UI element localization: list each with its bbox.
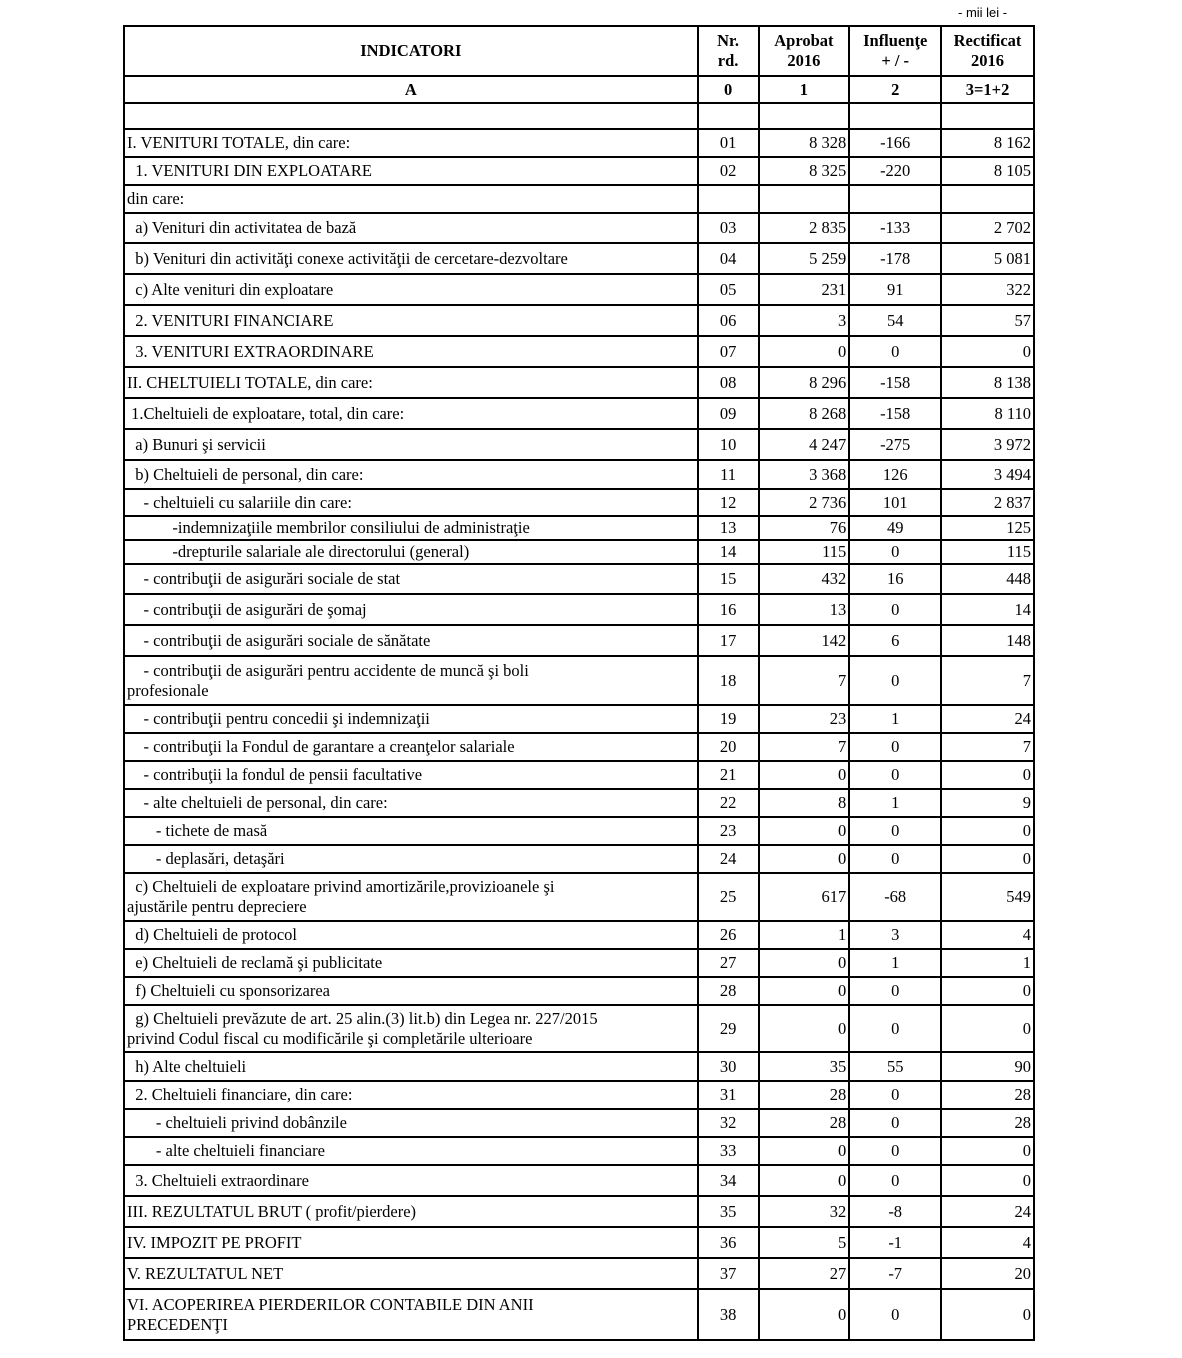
approved-value-cell: 0 <box>759 1165 850 1196</box>
table-row <box>124 274 1034 305</box>
rectified-value-cell: 125 <box>941 516 1034 540</box>
indicator-cell: III. REZULTATUL BRUT ( profit/pierdere) <box>124 1196 698 1227</box>
row-number-cell: 11 <box>698 460 759 489</box>
rectified-value-cell: 1 <box>941 949 1034 977</box>
approved-value-cell: 27 <box>759 1258 850 1289</box>
rectified-value-cell: 90 <box>941 1052 1034 1081</box>
row-number-cell: 37 <box>698 1258 759 1289</box>
row-number-cell: 32 <box>698 1109 759 1137</box>
row-number-cell: 36 <box>698 1227 759 1258</box>
row-number-cell: 06 <box>698 305 759 336</box>
influence-value-cell: 0 <box>849 1005 941 1052</box>
approved-value-cell: 5 <box>759 1227 850 1258</box>
approved-value-cell: 0 <box>759 1137 850 1165</box>
rectified-value-cell: 24 <box>941 1196 1034 1227</box>
index-cell: 0 <box>698 76 759 103</box>
approved-value-cell: 617 <box>759 873 850 921</box>
row-number-cell: 14 <box>698 540 759 564</box>
influence-value-cell: 3 <box>849 921 941 949</box>
indicator-cell: h) Alte cheltuieli <box>124 1052 698 1081</box>
influence-value-cell: 0 <box>849 977 941 1005</box>
rectified-value-cell: 8 162 <box>941 129 1034 157</box>
indicator-cell: VI. ACOPERIREA PIERDERILOR CONTABILE DIN ANII PRECEDENŢI <box>124 1289 698 1340</box>
table-row <box>124 1137 1034 1165</box>
table-row <box>124 489 1034 516</box>
influence-value-cell: 0 <box>849 1081 941 1109</box>
approved-value-cell: 432 <box>759 564 850 594</box>
row-number-cell: 16 <box>698 594 759 625</box>
row-number-cell: 13 <box>698 516 759 540</box>
row-number-cell: 21 <box>698 761 759 789</box>
row-number-cell: 10 <box>698 429 759 460</box>
rectified-value-cell: 24 <box>941 705 1034 733</box>
approved-value-cell: 7 <box>759 656 850 705</box>
row-number-cell: 17 <box>698 625 759 656</box>
indicator-cell: 1. VENITURI DIN EXPLOATARE <box>124 157 698 185</box>
row-number-cell: 33 <box>698 1137 759 1165</box>
row-number-cell: 02 <box>698 157 759 185</box>
influence-value-cell: -178 <box>849 243 941 274</box>
header-indicator: INDICATORI <box>124 26 698 76</box>
influence-value-cell: -275 <box>849 429 941 460</box>
influence-value-cell: 0 <box>849 1165 941 1196</box>
rectified-value-cell: 0 <box>941 1165 1034 1196</box>
table-row <box>124 656 1034 705</box>
rectified-value-cell: 0 <box>941 336 1034 367</box>
table-row <box>124 625 1034 656</box>
table-row <box>124 1165 1034 1196</box>
indicator-cell: b) Venituri din activităţi conexe activităţii de cercetare-dezvoltare <box>124 243 698 274</box>
approved-value-cell: 0 <box>759 336 850 367</box>
rectified-value-cell <box>941 103 1034 129</box>
row-number-cell: 04 <box>698 243 759 274</box>
row-number-cell: 01 <box>698 129 759 157</box>
index-cell: A <box>124 76 698 103</box>
row-number-cell: 25 <box>698 873 759 921</box>
table-row <box>124 429 1034 460</box>
rectified-value-cell: 0 <box>941 1005 1034 1052</box>
budget-table <box>123 25 1035 1341</box>
table-row <box>124 1289 1034 1340</box>
influence-value-cell: 0 <box>849 1109 941 1137</box>
rectified-value-cell: 8 138 <box>941 367 1034 398</box>
indicator-cell: - deplasări, detaşări <box>124 845 698 873</box>
table-row <box>124 398 1034 429</box>
rectified-value-cell: 0 <box>941 761 1034 789</box>
table-row <box>124 1227 1034 1258</box>
influence-value-cell: 1 <box>849 789 941 817</box>
table-row <box>124 1052 1034 1081</box>
rectified-value-cell: 148 <box>941 625 1034 656</box>
row-number-cell: 26 <box>698 921 759 949</box>
approved-value-cell: 28 <box>759 1081 850 1109</box>
rectified-value-cell: 4 <box>941 921 1034 949</box>
row-number-cell: 09 <box>698 398 759 429</box>
approved-value-cell: 13 <box>759 594 850 625</box>
indicator-cell <box>124 103 698 129</box>
indicator-cell: b) Cheltuieli de personal, din care: <box>124 460 698 489</box>
indicator-cell: din care: <box>124 185 698 213</box>
table-row <box>124 129 1034 157</box>
rectified-value-cell: 0 <box>941 1137 1034 1165</box>
influence-value-cell: -220 <box>849 157 941 185</box>
indicator-cell: - cheltuieli privind dobânzile <box>124 1109 698 1137</box>
indicator-cell: 3. VENITURI EXTRAORDINARE <box>124 336 698 367</box>
approved-value-cell: 8 <box>759 789 850 817</box>
row-number-cell: 20 <box>698 733 759 761</box>
row-number-cell <box>698 185 759 213</box>
indicator-cell: e) Cheltuieli de reclamă şi publicitate <box>124 949 698 977</box>
rectified-value-cell: 7 <box>941 733 1034 761</box>
table-row <box>124 243 1034 274</box>
rectified-value-cell: 9 <box>941 789 1034 817</box>
table-row <box>124 540 1034 564</box>
rectified-value-cell: 7 <box>941 656 1034 705</box>
row-number-cell: 31 <box>698 1081 759 1109</box>
rectified-value-cell: 2 702 <box>941 213 1034 243</box>
header-row <box>124 26 1034 76</box>
influence-value-cell <box>849 103 941 129</box>
influence-value-cell: 0 <box>849 845 941 873</box>
influence-value-cell: 6 <box>849 625 941 656</box>
influence-value-cell: -7 <box>849 1258 941 1289</box>
table-row <box>124 1258 1034 1289</box>
approved-value-cell: 8 328 <box>759 129 850 157</box>
table-row <box>124 761 1034 789</box>
table-row <box>124 1109 1034 1137</box>
indicator-cell: -drepturile salariale ale directorului (general) <box>124 540 698 564</box>
influence-value-cell: -158 <box>849 398 941 429</box>
row-number-cell: 15 <box>698 564 759 594</box>
influence-value-cell: 0 <box>849 336 941 367</box>
table-row <box>124 1196 1034 1227</box>
index-cell: 3=1+2 <box>941 76 1034 103</box>
approved-value-cell: 3 <box>759 305 850 336</box>
row-number-cell: 07 <box>698 336 759 367</box>
approved-value-cell: 8 268 <box>759 398 850 429</box>
indicator-cell: g) Cheltuieli prevăzute de art. 25 alin.(3) lit.b) din Legea nr. 227/2015 privind Codul fiscal cu modificările şi completările ulterioare <box>124 1005 698 1052</box>
rectified-value-cell: 8 110 <box>941 398 1034 429</box>
influence-value-cell: 54 <box>849 305 941 336</box>
influence-value-cell: 16 <box>849 564 941 594</box>
approved-value-cell: 32 <box>759 1196 850 1227</box>
approved-value-cell: 0 <box>759 761 850 789</box>
influence-value-cell <box>849 185 941 213</box>
approved-value-cell: 2 736 <box>759 489 850 516</box>
rectified-value-cell <box>941 185 1034 213</box>
index-cell: 2 <box>849 76 941 103</box>
header-nr: Nr. rd. <box>698 26 759 76</box>
influence-value-cell: 0 <box>849 540 941 564</box>
table-row <box>124 103 1034 129</box>
rectified-value-cell: 2 837 <box>941 489 1034 516</box>
table-row <box>124 564 1034 594</box>
indicator-cell: c) Cheltuieli de exploatare privind amortizările,provizioanele şi ajustările pentru depreciere <box>124 873 698 921</box>
influence-value-cell: 0 <box>849 817 941 845</box>
influence-value-cell: 0 <box>849 1137 941 1165</box>
table-row <box>124 594 1034 625</box>
rectified-value-cell: 14 <box>941 594 1034 625</box>
approved-value-cell: 5 259 <box>759 243 850 274</box>
rectified-value-cell: 0 <box>941 1289 1034 1340</box>
approved-value-cell: 0 <box>759 949 850 977</box>
influence-value-cell: 1 <box>849 705 941 733</box>
indicator-cell: c) Alte venituri din exploatare <box>124 274 698 305</box>
row-number-cell: 24 <box>698 845 759 873</box>
row-number-cell: 23 <box>698 817 759 845</box>
indicator-cell: - alte cheltuieli financiare <box>124 1137 698 1165</box>
unit-note: - mii lei - <box>958 5 1008 20</box>
row-number-cell: 18 <box>698 656 759 705</box>
approved-value-cell: 8 325 <box>759 157 850 185</box>
indicator-cell: -indemnizaţiile membrilor consiliului de administraţie <box>124 516 698 540</box>
approved-value-cell: 28 <box>759 1109 850 1137</box>
rectified-value-cell: 0 <box>941 817 1034 845</box>
header-approved: Aprobat 2016 <box>759 26 850 76</box>
rectified-value-cell: 549 <box>941 873 1034 921</box>
influence-value-cell: 49 <box>849 516 941 540</box>
table-row <box>124 789 1034 817</box>
table-row <box>124 977 1034 1005</box>
approved-value-cell: 0 <box>759 977 850 1005</box>
table-row <box>124 157 1034 185</box>
table-row <box>124 949 1034 977</box>
rectified-value-cell: 448 <box>941 564 1034 594</box>
row-number-cell <box>698 103 759 129</box>
row-number-cell: 12 <box>698 489 759 516</box>
indicator-cell: - tichete de masă <box>124 817 698 845</box>
influence-value-cell: 55 <box>849 1052 941 1081</box>
indicator-cell: - cheltuieli cu salariile din care: <box>124 489 698 516</box>
influence-value-cell: -68 <box>849 873 941 921</box>
indicator-cell: - contribuţii pentru concedii şi indemnizaţii <box>124 705 698 733</box>
approved-value-cell: 7 <box>759 733 850 761</box>
index-row <box>124 76 1034 103</box>
table-row <box>124 305 1034 336</box>
indicator-cell: V. REZULTATUL NET <box>124 1258 698 1289</box>
approved-value-cell: 115 <box>759 540 850 564</box>
rectified-value-cell: 3 494 <box>941 460 1034 489</box>
table-row <box>124 733 1034 761</box>
indicator-cell: a) Bunuri şi servicii <box>124 429 698 460</box>
influence-value-cell: 91 <box>849 274 941 305</box>
approved-value-cell: 231 <box>759 274 850 305</box>
approved-value-cell: 0 <box>759 845 850 873</box>
indicator-cell: 2. Cheltuieli financiare, din care: <box>124 1081 698 1109</box>
table-row <box>124 873 1034 921</box>
approved-value-cell: 142 <box>759 625 850 656</box>
table-row <box>124 336 1034 367</box>
row-number-cell: 29 <box>698 1005 759 1052</box>
indicator-cell: II. CHELTUIELI TOTALE, din care: <box>124 367 698 398</box>
table-row <box>124 367 1034 398</box>
indicator-cell: - contribuţii la fondul de pensii facultative <box>124 761 698 789</box>
influence-value-cell: -8 <box>849 1196 941 1227</box>
rectified-value-cell: 0 <box>941 977 1034 1005</box>
rectified-value-cell: 322 <box>941 274 1034 305</box>
rectified-value-cell: 115 <box>941 540 1034 564</box>
indicator-cell: - contribuţii de asigurări sociale de stat <box>124 564 698 594</box>
row-number-cell: 38 <box>698 1289 759 1340</box>
row-number-cell: 34 <box>698 1165 759 1196</box>
rectified-value-cell: 57 <box>941 305 1034 336</box>
approved-value-cell: 76 <box>759 516 850 540</box>
influence-value-cell: 0 <box>849 594 941 625</box>
table-row <box>124 213 1034 243</box>
approved-value-cell: 1 <box>759 921 850 949</box>
approved-value-cell: 2 835 <box>759 213 850 243</box>
indicator-cell: d) Cheltuieli de protocol <box>124 921 698 949</box>
approved-value-cell: 8 296 <box>759 367 850 398</box>
influence-value-cell: 0 <box>849 656 941 705</box>
approved-value-cell: 4 247 <box>759 429 850 460</box>
row-number-cell: 35 <box>698 1196 759 1227</box>
indicator-cell: - contribuţii la Fondul de garantare a creanţelor salariale <box>124 733 698 761</box>
indicator-cell: - contribuţii de asigurări sociale de sănătate <box>124 625 698 656</box>
indicator-cell: I. VENITURI TOTALE, din care: <box>124 129 698 157</box>
influence-value-cell: 1 <box>849 949 941 977</box>
approved-value-cell: 23 <box>759 705 850 733</box>
rectified-value-cell: 8 105 <box>941 157 1034 185</box>
rectified-value-cell: 28 <box>941 1109 1034 1137</box>
influence-value-cell: -133 <box>849 213 941 243</box>
header-influences: Influenţe + / - <box>849 26 941 76</box>
table-row <box>124 1005 1034 1052</box>
row-number-cell: 19 <box>698 705 759 733</box>
influence-value-cell: -1 <box>849 1227 941 1258</box>
approved-value-cell: 3 368 <box>759 460 850 489</box>
influence-value-cell: 0 <box>849 1289 941 1340</box>
row-number-cell: 22 <box>698 789 759 817</box>
table-row <box>124 817 1034 845</box>
rectified-value-cell: 3 972 <box>941 429 1034 460</box>
influence-value-cell: 0 <box>849 761 941 789</box>
row-number-cell: 03 <box>698 213 759 243</box>
approved-value-cell: 0 <box>759 1289 850 1340</box>
rectified-value-cell: 4 <box>941 1227 1034 1258</box>
indicator-cell: 2. VENITURI FINANCIARE <box>124 305 698 336</box>
indicator-cell: 1.Cheltuieli de exploatare, total, din care: <box>124 398 698 429</box>
table-row <box>124 460 1034 489</box>
rectified-value-cell: 5 081 <box>941 243 1034 274</box>
influence-value-cell: 126 <box>849 460 941 489</box>
indicator-cell: - contribuţii de asigurări de şomaj <box>124 594 698 625</box>
rectified-value-cell: 20 <box>941 1258 1034 1289</box>
approved-value-cell <box>759 103 850 129</box>
influence-value-cell: 101 <box>849 489 941 516</box>
row-number-cell: 30 <box>698 1052 759 1081</box>
approved-value-cell: 35 <box>759 1052 850 1081</box>
influence-value-cell: -166 <box>849 129 941 157</box>
indicator-cell: 3. Cheltuieli extraordinare <box>124 1165 698 1196</box>
indicator-cell: IV. IMPOZIT PE PROFIT <box>124 1227 698 1258</box>
row-number-cell: 27 <box>698 949 759 977</box>
influence-value-cell: -158 <box>849 367 941 398</box>
table-row <box>124 516 1034 540</box>
indicator-cell: f) Cheltuieli cu sponsorizarea <box>124 977 698 1005</box>
table-row <box>124 921 1034 949</box>
rectified-value-cell: 0 <box>941 845 1034 873</box>
table-row <box>124 705 1034 733</box>
approved-value-cell: 0 <box>759 1005 850 1052</box>
table-row <box>124 845 1034 873</box>
rectified-value-cell: 28 <box>941 1081 1034 1109</box>
table-row <box>124 1081 1034 1109</box>
row-number-cell: 28 <box>698 977 759 1005</box>
approved-value-cell: 0 <box>759 817 850 845</box>
indicator-cell: a) Venituri din activitatea de bază <box>124 213 698 243</box>
index-cell: 1 <box>759 76 850 103</box>
table-row <box>124 185 1034 213</box>
row-number-cell: 05 <box>698 274 759 305</box>
header-rectified: Rectificat 2016 <box>941 26 1034 76</box>
approved-value-cell <box>759 185 850 213</box>
row-number-cell: 08 <box>698 367 759 398</box>
influence-value-cell: 0 <box>849 733 941 761</box>
indicator-cell: - contribuţii de asigurări pentru accidente de muncă şi boli profesionale <box>124 656 698 705</box>
indicator-cell: - alte cheltuieli de personal, din care: <box>124 789 698 817</box>
